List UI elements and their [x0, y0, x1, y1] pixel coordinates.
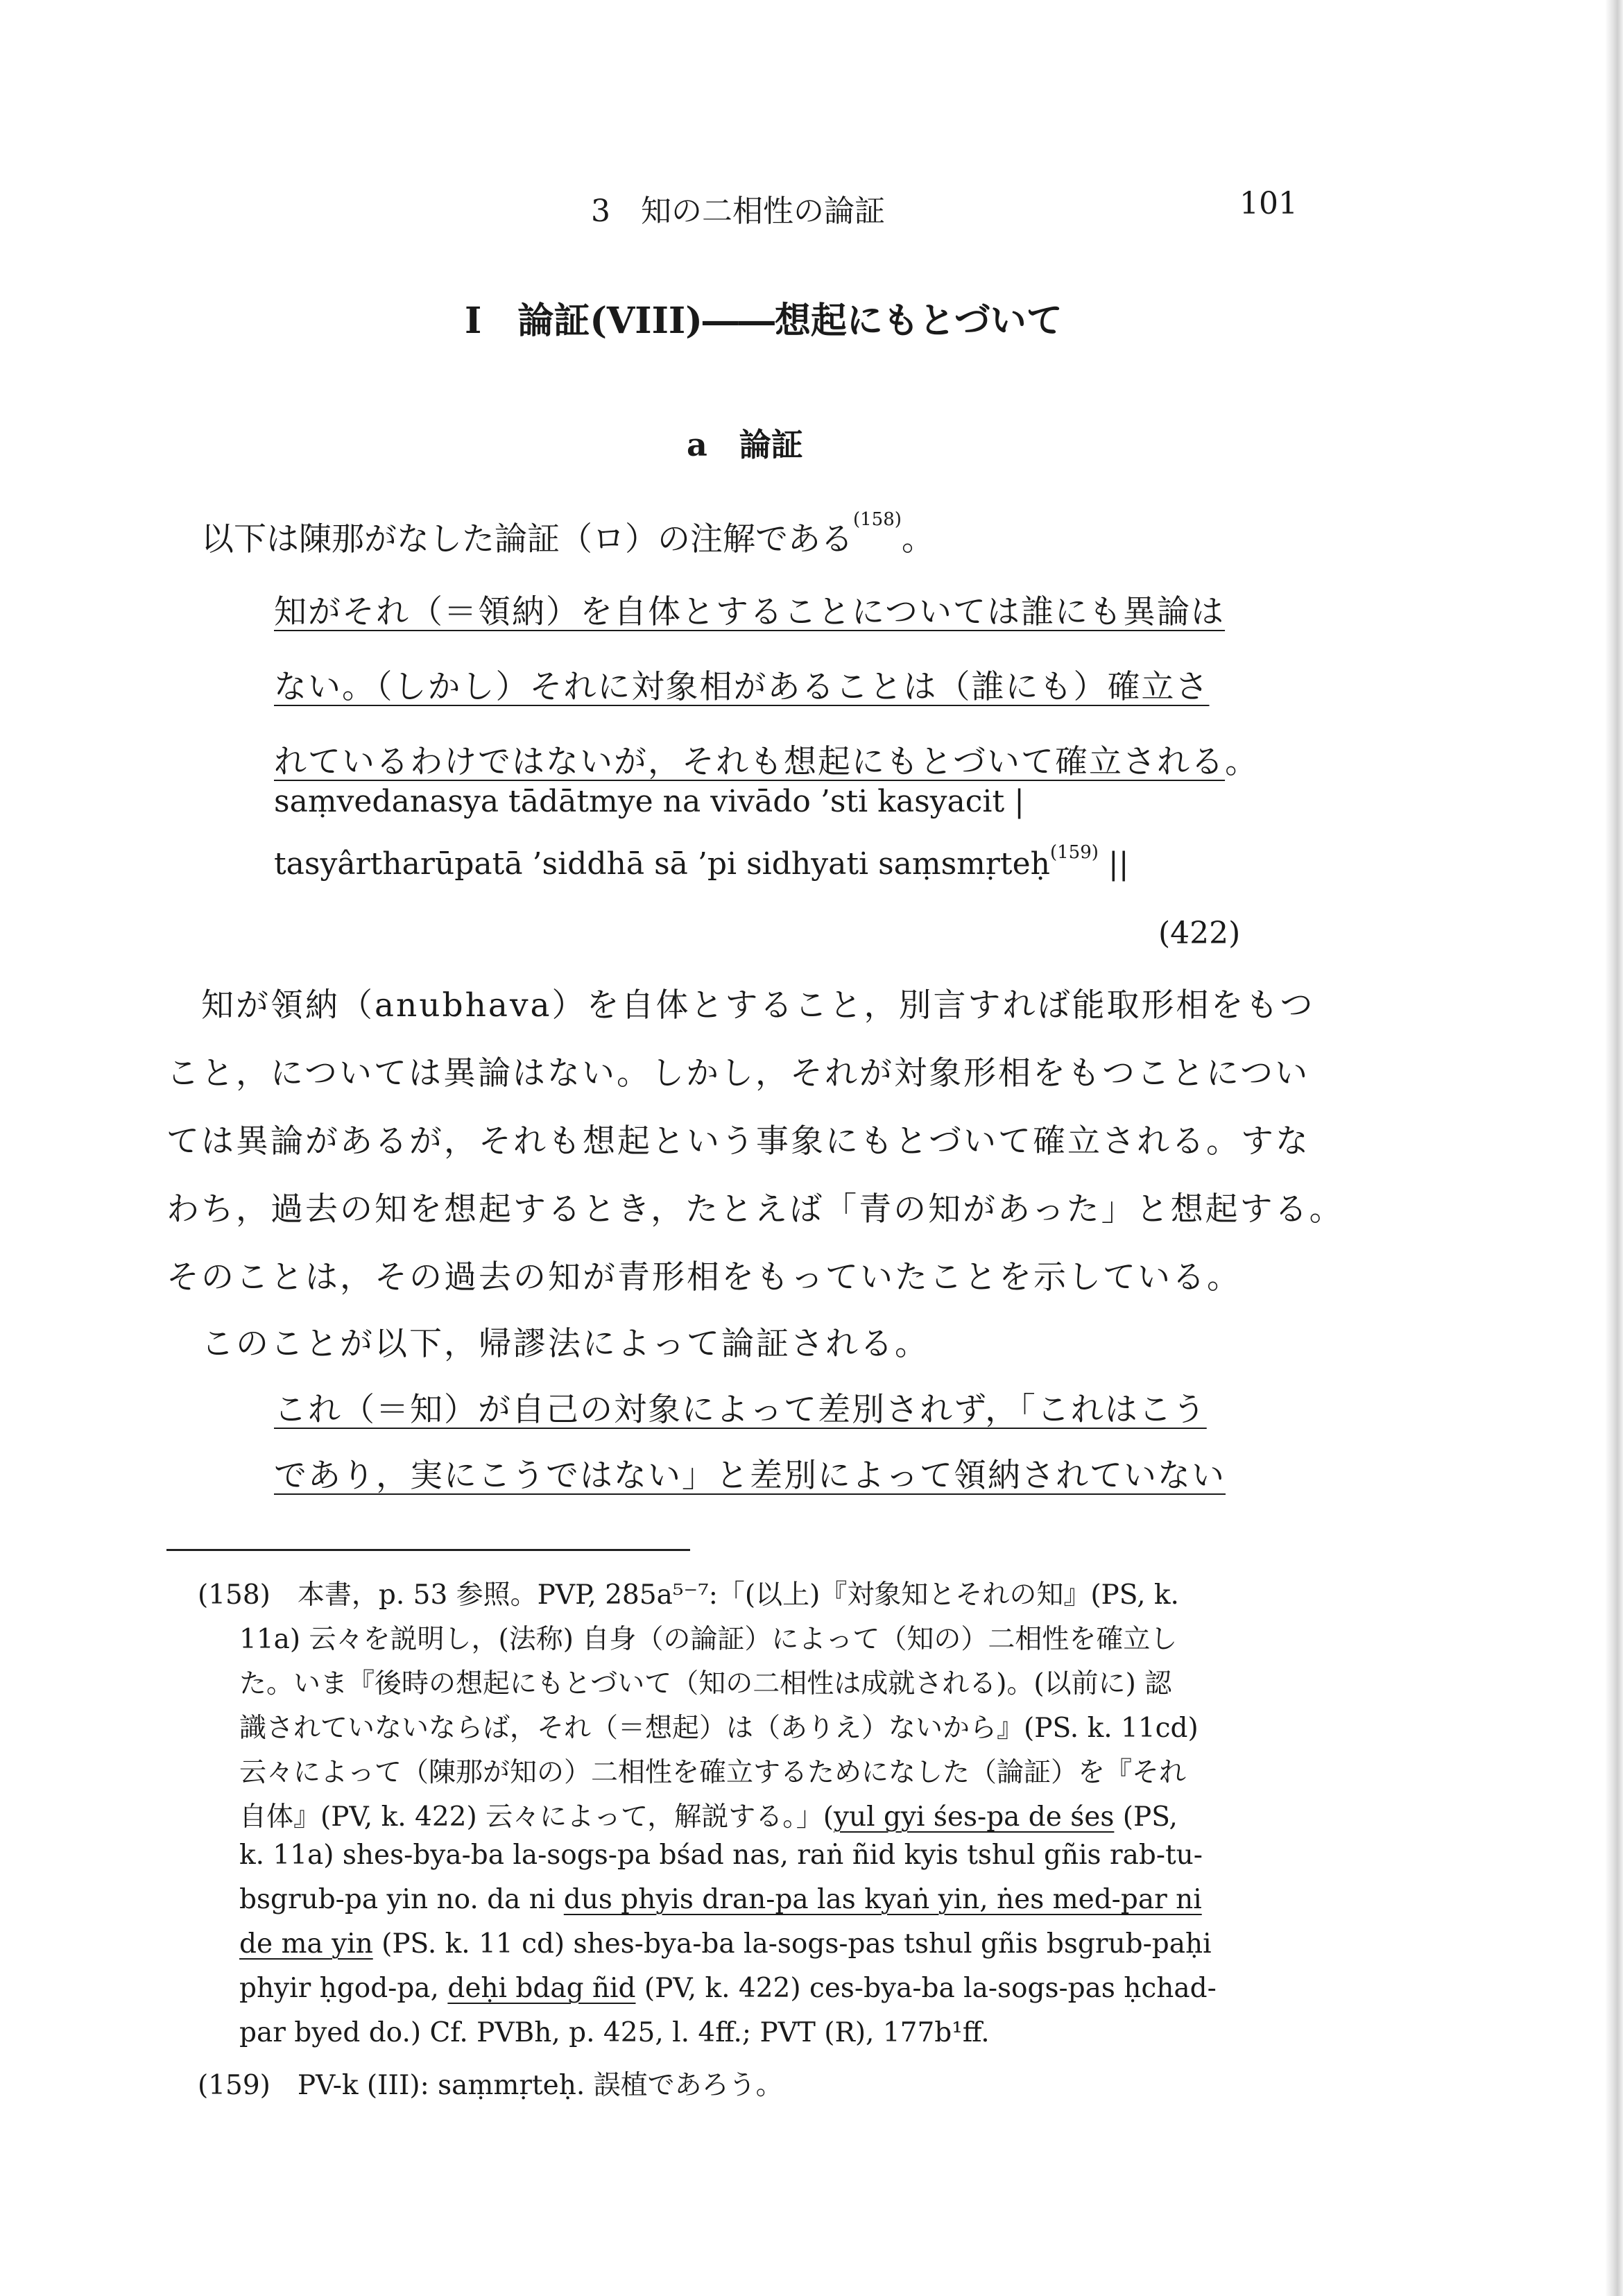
- verse-end-mark: ||: [1108, 846, 1129, 882]
- footnote-158-line-5: 云々によって（陳那が知の）二相性を確立するためになした（論証）を『それ: [239, 1757, 1187, 1788]
- section-title: I 論証(VIII)――想起にもとづいて: [465, 300, 1063, 342]
- verse-text: れているわけではないが，それも想起にもとづいて確立される: [274, 743, 1226, 781]
- verse2-text: であり，実にこうではない」と差別によって領納されていない: [274, 1457, 1226, 1495]
- sanskrit-text: tasyârtharūpatā ’siddhā sā ’pi sidhyati saṃsmṛteḥ: [274, 846, 1050, 882]
- footnote-158-line-7: k. 11a) shes-bya-ba la-sogs-pa bśad nas, raṅ ñid kyis tshul gñis rab-tu-: [239, 1840, 1203, 1871]
- footnote-number: (158): [198, 1579, 270, 1611]
- footnote-158-line-8: bsgrub-pa yin no. da ni dus phyis dran-pa las kyaṅ yin, ṅes med-par ni: [239, 1884, 1202, 1915]
- footnote-rule: [166, 1549, 690, 1551]
- verse-sanskrit-line-2: [274, 842, 1129, 882]
- tibetan-underlined: de ma yin: [239, 1928, 373, 1960]
- tibetan-underlined: dus phyis dran-pa las kyaṅ yin, ṅes med-par ni: [563, 1884, 1202, 1915]
- footnote-158-line-4: 識されていないならば，それ（＝想起）は（ありえ）ないから』(PS. k. 11cd): [239, 1713, 1199, 1744]
- verse2-line-2: [274, 1450, 1226, 1496]
- paragraph-line-1: 知が領納（anubhava）を自体とすること，別言すれば能取形相をもつ: [201, 986, 1315, 1025]
- verse2-line-1: [274, 1384, 1207, 1430]
- footnote-158-line-2: 11a) 云々を説明し，(法称) 自身（の論証）によって（知の）二相性を確立し: [239, 1624, 1178, 1655]
- page-number: 101: [1239, 186, 1298, 221]
- verse-number: (422): [1158, 916, 1241, 951]
- footnote-158-line-6: 自体』(PV, k. 422) 云々によって，解説する。」(yul gyi śes-pa de śes (PS,: [239, 1801, 1178, 1833]
- note-ref-159: (159): [1050, 842, 1099, 863]
- footnote-158-line-11: par byed do.) Cf. PVBh, p. 425, l. 4ff.; PVT (R), 177b¹ff.: [239, 2017, 990, 2048]
- running-header-title: 3 知の二相性の論証: [591, 194, 885, 229]
- verse-japanese-line-3: [274, 736, 1259, 782]
- verse-end: 。: [1225, 743, 1260, 781]
- note-ref-158: (158): [853, 509, 902, 530]
- paragraph-line-3: ては異論があるが，それも想起という事象にもとづいて確立される。すな: [166, 1122, 1311, 1160]
- verse-japanese-line-1: [274, 586, 1225, 633]
- scan-page-edge: [1605, 0, 1623, 2296]
- paragraph-line-2: こと，については異論はない。しかし，それが対象形相をもつことについ: [166, 1054, 1310, 1093]
- intro-text: 以下は陳那がなした論証（ロ）の注解である: [201, 520, 853, 558]
- verse2-text: これ（＝知）が自己の対象によって差別されず，「これはこう: [274, 1391, 1207, 1429]
- footnote-158-line-3: た。いま『後時の想起にもとづいて（知の二相性は成就される)。(以前に) 認: [239, 1668, 1172, 1699]
- verse-sanskrit-line-1: saṃvedanasya tādātmye na vivādo ’sti kasyacit |: [274, 784, 1024, 819]
- intro-paragraph: [201, 509, 934, 560]
- verse-japanese-line-2: [274, 661, 1210, 708]
- verse-text: ない。（しかし）それに対象相があることは（誰にも）確立さ: [274, 668, 1210, 706]
- paragraph-2: このことが以下，帰謬法によって論証される。: [201, 1325, 929, 1363]
- footnote-text: 本書，p. 53 参照。PVP, 285a⁵⁻⁷:「(以上)『対象知とそれの知』(PS, k.: [297, 1579, 1179, 1611]
- verse-text: 知がそれ（＝領納）を自体とすることについては誰にも異論は: [274, 593, 1226, 631]
- tibetan-underlined: deḥi bdag ñid: [447, 1973, 636, 2004]
- footnote-number: (159): [198, 2070, 270, 2101]
- paragraph-line-4: わち，過去の知を想起するとき，たとえば「青の知があった」と想起する。: [166, 1190, 1344, 1228]
- footnote-158-line-1: [198, 1573, 1179, 1612]
- tibetan-underlined: yul gyi śes-pa de śes: [834, 1801, 1115, 1833]
- subsection-title: a 論証: [687, 426, 803, 463]
- intro-end: 。: [901, 520, 934, 558]
- footnote-158-line-10: phyir ḥgod-pa, deḥi bdag ñid (PV, k. 422) ces-bya-ba la-sogs-pas ḥchad-: [239, 1973, 1217, 2004]
- paragraph-line-5: そのことは，その過去の知が青形相をもっていたことを示している。: [166, 1258, 1242, 1296]
- footnote-159: [198, 2064, 783, 2102]
- footnote-text: PV-k (III): saṃmṛteḥ. 誤植であろう。: [297, 2070, 783, 2101]
- footnote-158-line-9: de ma yin (PS. k. 11 cd) shes-bya-ba la-sogs-pas tshul gñis bsgrub-paḥi: [239, 1928, 1212, 1960]
